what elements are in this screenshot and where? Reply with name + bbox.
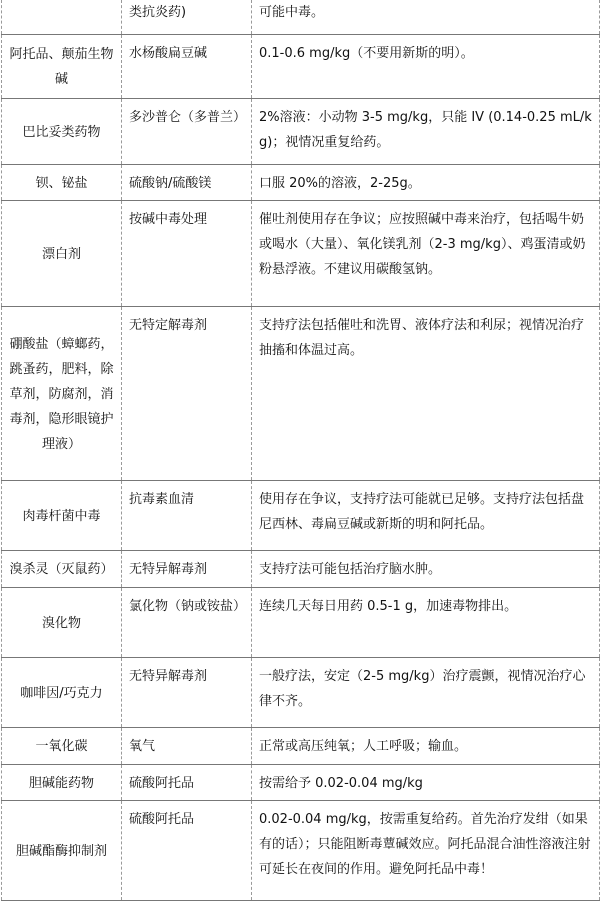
table-row [2, 200, 600, 306]
notes-cell: 按需给予 0.02-0.04 mg/kg [252, 764, 600, 800]
notes-cell: 可能中毒。 [252, 0, 600, 34]
agent-cell: 胆碱酯酶抑制剂 [2, 800, 122, 900]
antidote-table [1, 0, 600, 901]
agent-cell: 胆碱能药物 [2, 764, 122, 800]
agent-cell: 硼酸盐（蟑螂药，跳蚤药，肥料，除草剂，防腐剂，消毒剂，隐形眼镜护理液） [2, 306, 122, 480]
agent-cell: 肉毒杆菌中毒 [2, 480, 122, 550]
table-row [2, 727, 600, 764]
antidote-cell: 氯化物（钠或铵盐） [122, 587, 252, 657]
antidote-cell: 水杨酸扁豆碱 [122, 34, 252, 98]
agent-cell [2, 0, 122, 34]
notes-cell: 连续几天每日用药 0.5-1 g，加速毒物排出。 [252, 587, 600, 657]
notes-cell: 支持疗法包括催吐和洗胃、液体疗法和利尿；视情况治疗抽搐和体温过高。 [252, 306, 600, 480]
notes-cell: 支持疗法可能包括治疗脑水肿。 [252, 550, 600, 587]
table-row [2, 0, 600, 34]
table-row [2, 98, 600, 164]
antidote-cell: 无特异解毒剂 [122, 550, 252, 587]
notes-cell: 0.02-0.04 mg/kg，按需重复给药。首先治疗发绀（如果有的话）；只能阻断毒蕈碱效应。阿托品混合油性溶液注射可延长在夜间的作用。避免阿托品中毒！ [252, 800, 600, 900]
notes-cell: 使用存在争议，支持疗法可能就已足够。支持疗法包括盘尼西林、毒扁豆碱或新斯的明和阿托品。 [252, 480, 600, 550]
table-row [2, 657, 600, 727]
notes-cell: 0.1-0.6 mg/kg（不要用新斯的明）。 [252, 34, 600, 98]
agent-cell: 咖啡因/巧克力 [2, 657, 122, 727]
antidote-cell: 类抗炎药) [122, 0, 252, 34]
agent-cell: 漂白剂 [2, 200, 122, 306]
notes-cell: 2%溶液：小动物 3-5 mg/kg，只能 IV (0.14-0.25 mL/kg)；视情况重复给药。 [252, 98, 600, 164]
antidote-cell: 多沙普仑（多普兰） [122, 98, 252, 164]
antidote-cell: 硫酸阿托品 [122, 800, 252, 900]
antidote-cell: 无特定解毒剂 [122, 306, 252, 480]
notes-cell: 口服 20%的溶液，2-25g。 [252, 164, 600, 200]
notes-cell: 正常或高压纯氧；人工呼吸；输血。 [252, 727, 600, 764]
table-row [2, 550, 600, 587]
agent-cell: 阿托品、颠茄生物碱 [2, 34, 122, 98]
agent-cell: 溴杀灵（灭鼠药） [2, 550, 122, 587]
table-row [2, 764, 600, 800]
table-row [2, 587, 600, 657]
notes-cell: 一般疗法，安定（2-5 mg/kg）治疗震颤，视情况治疗心律不齐。 [252, 657, 600, 727]
agent-cell: 一氧化碳 [2, 727, 122, 764]
table-row [2, 306, 600, 480]
table-row [2, 34, 600, 98]
antidote-cell: 硫酸钠/硫酸镁 [122, 164, 252, 200]
agent-cell: 钡、铋盐 [2, 164, 122, 200]
table-row [2, 800, 600, 900]
antidote-cell: 硫酸阿托品 [122, 764, 252, 800]
agent-cell: 巴比妥类药物 [2, 98, 122, 164]
antidote-cell: 按碱中毒处理 [122, 200, 252, 306]
table-row [2, 480, 600, 550]
antidote-cell: 氧气 [122, 727, 252, 764]
antidote-cell: 抗毒素血清 [122, 480, 252, 550]
notes-cell: 催吐剂使用存在争议；应按照碱中毒来治疗，包括喝牛奶或喝水（大量）、氧化镁乳剂（2-3 mg/kg）、鸡蛋清或奶粉悬浮液。不建议用碳酸氢钠。 [252, 200, 600, 306]
antidote-cell: 无特异解毒剂 [122, 657, 252, 727]
agent-cell: 溴化物 [2, 587, 122, 657]
table-row [2, 164, 600, 200]
